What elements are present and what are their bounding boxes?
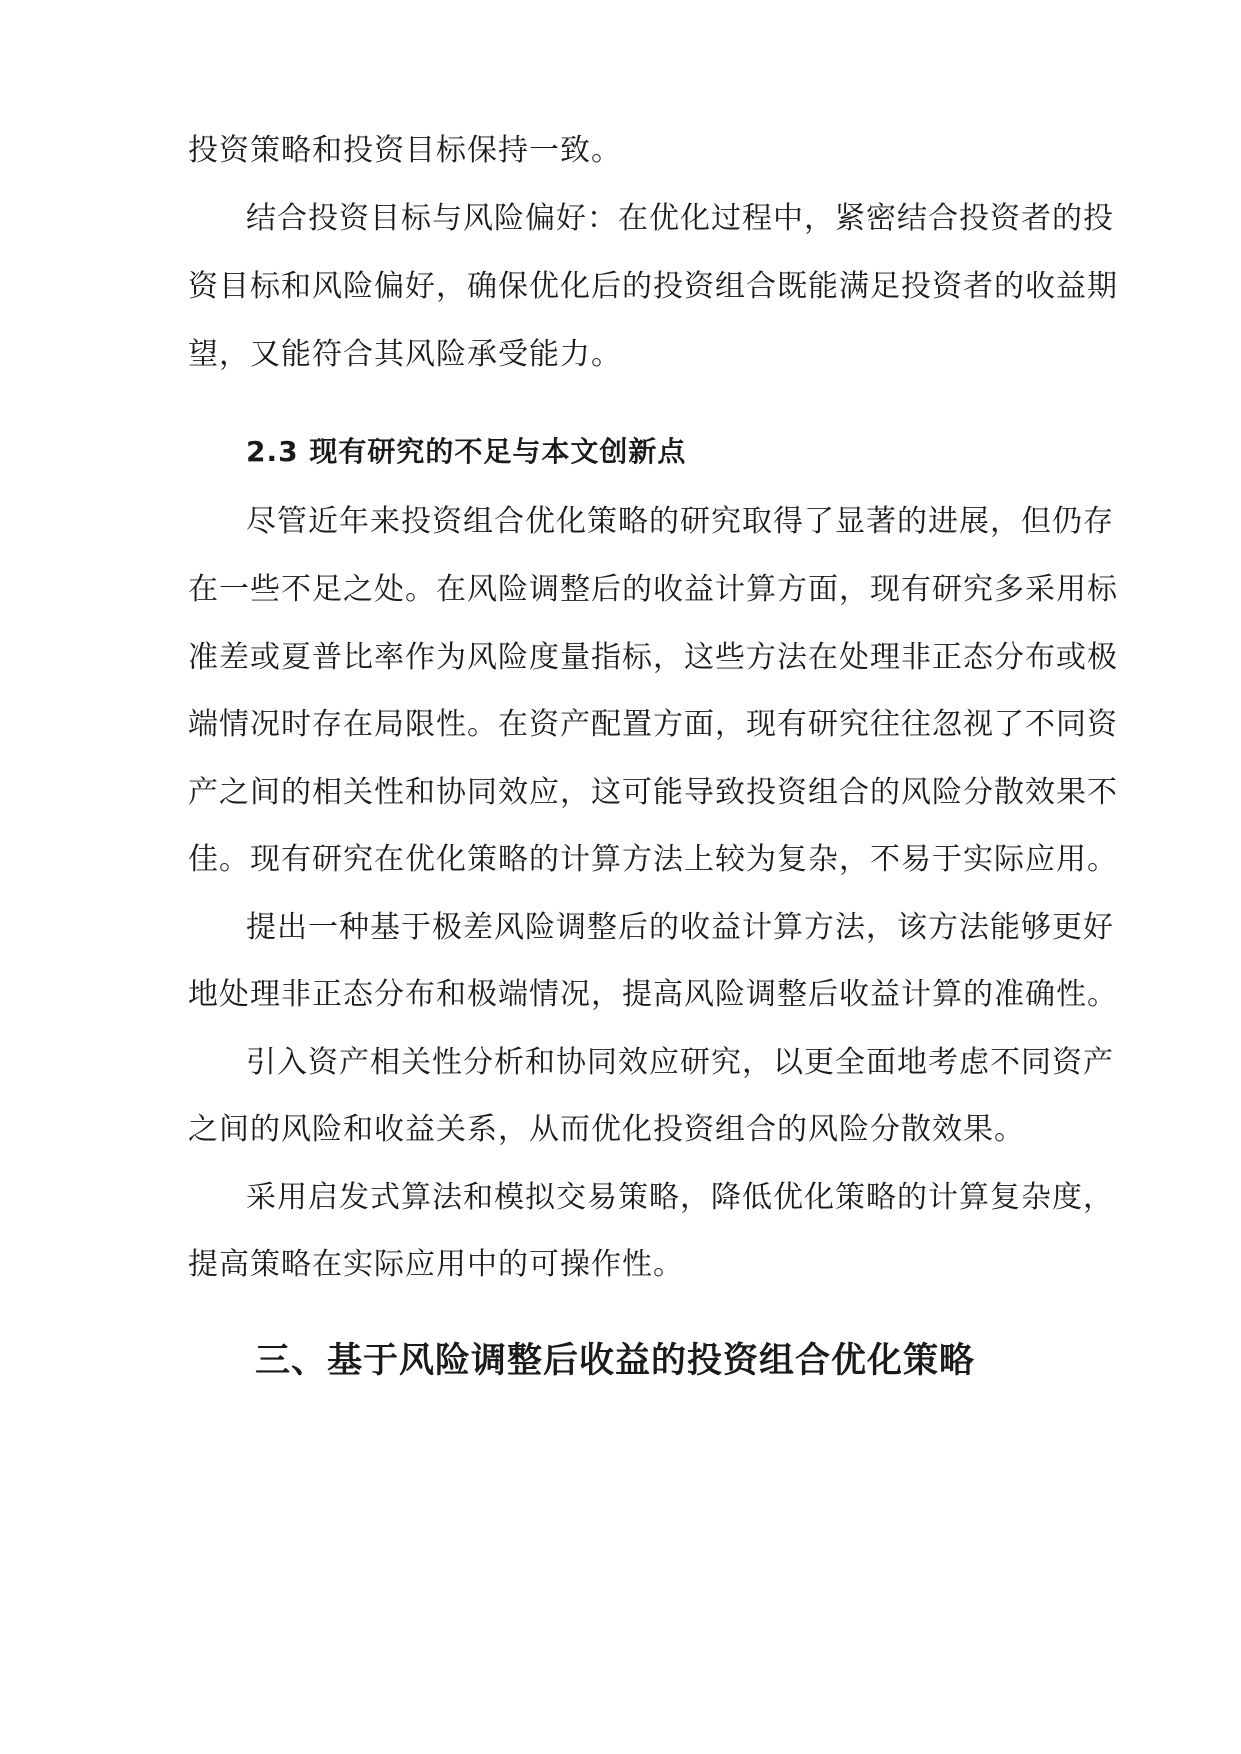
paragraph-3-line-4: 端情况时存在局限性。在资产配置方面，现有研究往往忽视了不同资 — [188, 707, 1118, 742]
paragraph-1-line-1: 投资策略和投资目标保持一致。 — [188, 133, 622, 168]
paragraph-5-line-2: 之间的风险和收益关系，从而优化投资组合的风险分散效果。 — [188, 1112, 1025, 1147]
section-heading-2-3: 2.3 现有研究的不足与本文创新点 — [246, 435, 687, 468]
chapter-heading-3: 三、基于风险调整后收益的投资组合优化策略 — [255, 1341, 976, 1381]
paragraph-5-line-1: 引入资产相关性分析和协同效应研究，以更全面地考虑不同资产 — [246, 1045, 1114, 1080]
paragraph-6-line-2: 提高策略在实际应用中的可操作性。 — [188, 1247, 684, 1282]
paragraph-2-line-1: 结合投资目标与风险偏好：在优化过程中，紧密结合投资者的投 — [246, 201, 1114, 236]
paragraph-4-line-1: 提出一种基于极差风险调整后的收益计算方法，该方法能够更好 — [246, 910, 1114, 945]
paragraph-3-line-6: 佳。现有研究在优化策略的计算方法上较为复杂，不易于实际应用。 — [188, 842, 1118, 877]
paragraph-2-line-3: 望，又能符合其风险承受能力。 — [188, 337, 622, 372]
paragraph-3-line-3: 准差或夏普比率作为风险度量指标，这些方法在处理非正态分布或极 — [188, 640, 1118, 675]
paragraph-3-line-2: 在一些不足之处。在风险调整后的收益计算方面，现有研究多采用标 — [188, 572, 1118, 607]
paragraph-2-line-2: 资目标和风险偏好，确保优化后的投资组合既能满足投资者的收益期 — [188, 269, 1118, 304]
paragraph-6-line-1: 采用启发式算法和模拟交易策略，降低优化策略的计算复杂度， — [246, 1180, 1114, 1215]
paragraph-4-line-2: 地处理非正态分布和极端情况，提高风险调整后收益计算的准确性。 — [188, 977, 1118, 1012]
paragraph-3-line-5: 产之间的相关性和协同效应，这可能导致投资组合的风险分散效果不 — [188, 775, 1118, 810]
paragraph-3-line-1: 尽管近年来投资组合优化策略的研究取得了显著的进展，但仍存 — [246, 504, 1114, 539]
